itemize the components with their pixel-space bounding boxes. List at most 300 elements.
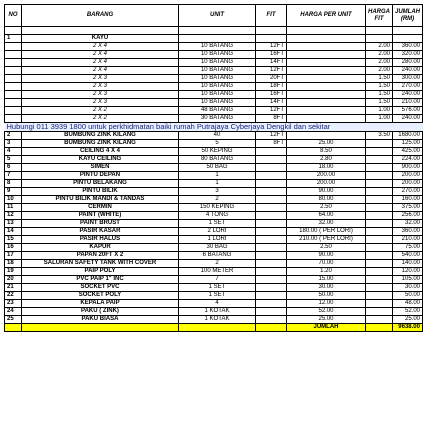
cell-no[interactable]: 8 [5,180,22,188]
cell-no[interactable] [5,99,22,107]
cell-fit[interactable]: 12FT [256,43,287,51]
table-row [5,228,423,236]
cell-jumlah[interactable]: 140.00 [393,260,423,268]
cell-jumlah[interactable]: 240.00 [393,115,423,123]
total-empty-cell[interactable] [256,324,287,332]
cell-barang[interactable]: KAYU CEILING [22,156,179,164]
table-row [5,99,423,107]
cell-barang[interactable]: CERMIN [22,204,179,212]
cell-harga-fit[interactable] [366,35,393,43]
cell-unit[interactable]: 2 [179,260,256,268]
cell-harga-per-unit[interactable]: 210.00 ( PER LORI) [287,236,366,244]
cell-unit[interactable]: 1 SET [179,292,256,300]
cell-harga-per-unit[interactable]: 50.00 [287,292,366,300]
cell-no[interactable] [5,51,22,59]
cell-harga-per-unit[interactable] [287,35,366,43]
cell-harga-fit[interactable]: 1.50 [366,99,393,107]
cell-harga-fit[interactable]: 3.50 [366,132,393,140]
cell-harga-per-unit[interactable]: 52.00 [287,308,366,316]
cell-barang[interactable]: PAINT BRUST [22,220,179,228]
table-row [5,260,423,268]
cell-fit[interactable]: 14FT [256,59,287,67]
cell-harga-per-unit[interactable]: 90.00 [287,252,366,260]
cell-unit[interactable]: 30 BAG [179,244,256,252]
cell-unit[interactable]: 10 BATANG [179,75,256,83]
cell-harga-per-unit[interactable] [287,67,366,75]
cell-unit[interactable]: 4 TONG [179,212,256,220]
spreadsheet [4,4,423,332]
cell-unit[interactable]: 4 [179,300,256,308]
cell-harga-fit[interactable] [366,148,393,156]
cell-no[interactable]: 3 [5,140,22,148]
cell-fit[interactable] [256,284,287,292]
cell-fit[interactable] [256,292,287,300]
cell-no[interactable]: 14 [5,228,22,236]
cell-barang[interactable]: 2 X 4 [22,43,179,51]
cell-barang[interactable]: PINTU BILIK [22,188,179,196]
table-row [5,83,423,91]
cell-harga-per-unit[interactable]: 2.50 [287,244,366,252]
cell-fit[interactable]: 12FT [256,107,287,115]
cell-fit[interactable] [256,300,287,308]
cell-jumlah[interactable]: 360.00 [393,43,423,51]
table-row [5,75,423,83]
table-row [5,59,423,67]
cell-harga-fit[interactable] [366,236,393,244]
cell-harga-per-unit[interactable]: 80.00 [287,196,366,204]
cell-barang[interactable]: KAPUR [22,244,179,252]
cell-jumlah[interactable]: 900.00 [393,164,423,172]
cell-harga-fit[interactable] [366,172,393,180]
contact-banner-row [5,123,423,132]
cell-unit[interactable]: 1 LORI [179,236,256,244]
cell-harga-fit[interactable] [366,252,393,260]
cell-barang[interactable]: BUMBUNG ZINK KILANG [22,132,179,140]
cell-harga-per-unit[interactable] [287,43,366,51]
cell-fit[interactable]: 18FT [256,83,287,91]
header-harga-per-unit[interactable]: HARGA PER UNIT [287,5,366,27]
cell-jumlah[interactable]: 160.00 [393,196,423,204]
cell-harga-fit[interactable]: 2.00 [366,67,393,75]
cell-harga-fit[interactable] [366,212,393,220]
cell-jumlah[interactable]: 270.00 [393,188,423,196]
cell-barang[interactable] [22,27,179,35]
cell-harga-fit[interactable]: 1.00 [366,115,393,123]
table-row [5,244,423,252]
cell-jumlah[interactable]: 280.00 [393,59,423,67]
cell-jumlah[interactable]: 75.00 [393,244,423,252]
cell-harga-per-unit[interactable]: 70.00 [287,260,366,268]
cell-unit[interactable]: 48 BATANG [179,107,256,115]
table-row [5,148,423,156]
total-empty-cell[interactable] [22,324,179,332]
cell-harga-fit[interactable] [366,276,393,284]
cell-barang[interactable]: PAINT (WHITE) [22,212,179,220]
cell-unit[interactable] [179,27,256,35]
cell-no[interactable]: 13 [5,220,22,228]
table-row [5,196,423,204]
cell-no[interactable]: 11 [5,204,22,212]
cell-barang[interactable]: KAYU [22,35,179,43]
cell-harga-per-unit[interactable]: 25.00 [287,140,366,148]
table-row [5,316,423,324]
cell-barang[interactable]: SOCKET POLY [22,292,179,300]
cell-barang[interactable]: SALURAN SAFETY TANK WITH COVER [22,260,179,268]
cell-fit[interactable] [256,148,287,156]
cell-unit[interactable]: 1 SET [179,220,256,228]
cell-jumlah[interactable]: 52.00 [393,308,423,316]
cell-harga-per-unit[interactable]: 1.20 [287,268,366,276]
cell-no[interactable]: 25 [5,316,22,324]
cell-unit[interactable]: 2 [179,196,256,204]
cell-fit[interactable] [256,252,287,260]
cell-barang[interactable]: 2 X 2 [22,115,179,123]
cell-harga-per-unit[interactable] [287,27,366,35]
cell-unit[interactable]: 10 BATANG [179,99,256,107]
cell-barang[interactable]: PAKU ( ZINK) [22,308,179,316]
cell-barang[interactable]: PASIR KASAR [22,228,179,236]
cell-jumlah[interactable]: 360.00 [393,228,423,236]
cell-no[interactable] [5,43,22,51]
cell-no[interactable]: 4 [5,148,22,156]
cell-harga-per-unit[interactable]: 15.00 [287,276,366,284]
cell-fit[interactable] [256,180,287,188]
cell-harga-fit[interactable] [366,27,393,35]
table-row [5,35,423,43]
cell-jumlah[interactable]: 210.00 [393,236,423,244]
cell-unit[interactable]: 10 BATANG [179,51,256,59]
cell-harga-fit[interactable] [366,220,393,228]
cell-barang[interactable]: PINTU BILIK MANDI & TANDAS [22,196,179,204]
cell-fit[interactable] [256,35,287,43]
cell-harga-fit[interactable] [366,300,393,308]
cell-harga-per-unit[interactable]: 2.80 [287,156,366,164]
cell-harga-per-unit[interactable] [287,59,366,67]
cell-jumlah[interactable]: 105.00 [393,276,423,284]
cell-harga-per-unit[interactable]: 90.00 [287,188,366,196]
table-row [5,284,423,292]
cell-harga-fit[interactable]: 1.50 [366,83,393,91]
header-jumlah[interactable]: JUMLAH (RM) [393,5,423,27]
cell-fit[interactable]: 16FT [256,91,287,99]
cell-barang[interactable]: PAPAN 20FT X 2 [22,252,179,260]
cell-unit[interactable]: 10 BATANG [179,83,256,91]
cell-jumlah[interactable]: 375.00 [393,204,423,212]
cell-harga-per-unit[interactable]: 180.00 ( PER LORI) [287,228,366,236]
cell-jumlah[interactable]: 200.00 [393,180,423,188]
table-row [5,67,423,75]
cell-jumlah[interactable] [393,27,423,35]
cell-harga-fit[interactable] [366,204,393,212]
cell-jumlah[interactable]: 240.00 [393,91,423,99]
cell-no[interactable] [5,83,22,91]
cell-barang[interactable]: PINTU BELAKANG [22,180,179,188]
table-row [5,27,423,35]
header-fit[interactable]: FIT [256,5,287,27]
cell-fit[interactable] [256,220,287,228]
cell-no[interactable]: 9 [5,188,22,196]
cell-harga-fit[interactable] [366,244,393,252]
cell-fit[interactable] [256,212,287,220]
cell-harga-per-unit[interactable]: 32.00 [287,220,366,228]
cell-jumlah[interactable]: 50.00 [393,292,423,300]
cell-unit[interactable]: 50 BAG [179,164,256,172]
cell-unit[interactable]: 100 METER [179,268,256,276]
cell-no[interactable]: 20 [5,276,22,284]
table-row [5,51,423,59]
cell-fit[interactable] [256,268,287,276]
cell-harga-fit[interactable]: 1.00 [366,107,393,115]
cell-fit[interactable] [256,164,287,172]
cell-harga-per-unit[interactable]: 30.00 [287,284,366,292]
cell-harga-per-unit[interactable]: 64.00 [287,212,366,220]
cell-harga-fit[interactable] [366,180,393,188]
cell-fit[interactable] [256,308,287,316]
cell-harga-per-unit[interactable] [287,99,366,107]
header-no[interactable]: NO [5,5,22,27]
cell-barang[interactable]: 2 X 3 [22,99,179,107]
cell-harga-fit[interactable] [366,228,393,236]
cell-barang[interactable]: 2 X 4 [22,59,179,67]
cell-unit[interactable]: 6 BATANG [179,252,256,260]
cell-unit[interactable]: 10 BATANG [179,59,256,67]
cell-harga-fit[interactable] [366,268,393,276]
cell-unit[interactable]: 1 [179,180,256,188]
cell-no[interactable]: 10 [5,196,22,204]
cell-fit[interactable] [256,276,287,284]
cell-no[interactable]: 2 [5,132,22,140]
total-empty-cell[interactable] [366,324,393,332]
cell-unit[interactable]: 1 SET [179,284,256,292]
cell-unit[interactable]: 5 [179,140,256,148]
cell-harga-fit[interactable] [366,196,393,204]
header-barang[interactable]: BARANG [22,5,179,27]
cell-jumlah[interactable]: 576.00 [393,107,423,115]
cell-harga-per-unit[interactable]: 200.00 [287,172,366,180]
cell-barang[interactable]: 2 X 2 [22,107,179,115]
cell-unit[interactable]: 7 [179,276,256,284]
total-row [5,324,423,332]
cell-no[interactable] [5,59,22,67]
table-row [5,204,423,212]
table-row [5,268,423,276]
cell-fit[interactable] [256,196,287,204]
cell-no[interactable] [5,27,22,35]
cell-jumlah[interactable]: 32.00 [393,220,423,228]
cell-jumlah[interactable]: 25.00 [393,316,423,324]
cell-barang[interactable]: CEILING 4 X 4 [22,148,179,156]
header-row [5,5,423,27]
cell-barang[interactable]: SIMEN [22,164,179,172]
cell-unit[interactable]: 10 BATANG [179,67,256,75]
price-table [4,4,423,332]
cell-unit[interactable]: 1 [179,172,256,180]
cell-fit[interactable] [256,244,287,252]
cell-unit[interactable]: 30 BATANG [179,115,256,123]
cell-no[interactable] [5,91,22,99]
cell-fit[interactable]: 12FT [256,132,287,140]
cell-barang[interactable]: PASIR HALUS [22,236,179,244]
cell-jumlah[interactable]: 256.00 [393,212,423,220]
cell-harga-fit[interactable] [366,164,393,172]
table-row [5,292,423,300]
table-row [5,220,423,228]
cell-jumlah[interactable]: 320.00 [393,51,423,59]
cell-harga-fit[interactable]: 2.00 [366,59,393,67]
table-row [5,308,423,316]
cell-barang[interactable]: BUMBUNG ZINK KILANG [22,140,179,148]
contact-banner: Hubungi 011 3939 1800 untuk perkhidmatan baiki rumah Putrajaya Cyberjaya Dengkil dan sekitar [5,123,423,132]
cell-harga-per-unit[interactable]: 200.00 [287,180,366,188]
cell-barang[interactable]: 2 X 4 [22,51,179,59]
cell-harga-per-unit[interactable]: 8.50 [287,148,366,156]
cell-barang[interactable]: 2 X 3 [22,91,179,99]
cell-harga-per-unit[interactable]: 18.00 [287,164,366,172]
cell-barang[interactable]: SOCKET PVC [22,284,179,292]
cell-jumlah[interactable]: 120.00 [393,268,423,276]
total-value[interactable]: 9638.00 [393,324,423,332]
cell-unit[interactable]: 10 BATANG [179,91,256,99]
cell-unit[interactable]: 50 KEPING [179,148,256,156]
cell-jumlah[interactable]: 30.00 [393,284,423,292]
cell-no[interactable]: 5 [5,156,22,164]
cell-barang[interactable]: KEPALA PAIP [22,300,179,308]
cell-harga-fit[interactable]: 1.50 [366,91,393,99]
cell-no[interactable]: 6 [5,164,22,172]
cell-no[interactable]: 19 [5,268,22,276]
header-harga-fit[interactable]: HARGA FIT [366,5,393,27]
cell-jumlah[interactable]: 200.00 [393,172,423,180]
cell-harga-fit[interactable] [366,284,393,292]
cell-harga-fit[interactable]: 2.00 [366,43,393,51]
cell-jumlah[interactable]: 300.00 [393,75,423,83]
table-row [5,180,423,188]
table-row [5,43,423,51]
cell-fit[interactable] [256,172,287,180]
table-row [5,156,423,164]
cell-jumlah[interactable]: 240.00 [393,67,423,75]
cell-unit[interactable] [179,35,256,43]
cell-no[interactable]: 16 [5,244,22,252]
cell-unit[interactable]: 2 LORI [179,228,256,236]
cell-harga-per-unit[interactable] [287,132,366,140]
table-row [5,164,423,172]
cell-fit[interactable]: 12FT [256,67,287,75]
cell-harga-per-unit[interactable] [287,107,366,115]
header-unit[interactable]: UNIT [179,5,256,27]
cell-unit[interactable]: 40 [179,132,256,140]
cell-unit[interactable]: 80 BATANG [179,156,256,164]
cell-harga-per-unit[interactable]: 2.50 [287,204,366,212]
cell-harga-fit[interactable] [366,308,393,316]
total-label[interactable]: JUMLAH [287,324,366,332]
cell-harga-per-unit[interactable] [287,83,366,91]
cell-fit[interactable] [256,204,287,212]
cell-barang[interactable]: PAIP POLY [22,268,179,276]
cell-jumlah[interactable]: 125.00 [393,140,423,148]
cell-jumlah[interactable]: 270.00 [393,83,423,91]
cell-barang[interactable]: PAKU BIASA [22,316,179,324]
cell-fit[interactable]: 20FT [256,75,287,83]
table-row [5,276,423,284]
cell-unit[interactable]: 150 KEPING [179,204,256,212]
cell-harga-fit[interactable] [366,292,393,300]
cell-no[interactable] [5,75,22,83]
cell-fit[interactable] [256,228,287,236]
cell-harga-fit[interactable] [366,156,393,164]
cell-harga-per-unit[interactable] [287,75,366,83]
cell-harga-fit[interactable] [366,188,393,196]
cell-no[interactable]: 1 [5,35,22,43]
cell-no[interactable]: 17 [5,252,22,260]
table-row [5,172,423,180]
cell-jumlah[interactable]: 1680.00 [393,132,423,140]
cell-harga-fit[interactable]: 2.00 [366,51,393,59]
cell-unit[interactable]: 10 BATANG [179,43,256,51]
cell-fit[interactable] [256,188,287,196]
cell-fit[interactable]: 16FT [256,51,287,59]
cell-jumlah[interactable]: 210.00 [393,99,423,107]
table-row [5,252,423,260]
cell-no[interactable]: 7 [5,172,22,180]
cell-unit[interactable]: 1 KOTAK [179,316,256,324]
cell-barang[interactable]: PVC PAIP 1" INC [22,276,179,284]
cell-jumlah[interactable]: 425.00 [393,148,423,156]
cell-harga-per-unit[interactable]: 25.00 [287,316,366,324]
table-row [5,140,423,148]
cell-barang[interactable]: 2 X 3 [22,75,179,83]
cell-unit[interactable]: 1 KOTAK [179,308,256,316]
cell-fit[interactable] [256,27,287,35]
cell-jumlah[interactable]: 48.00 [393,300,423,308]
cell-fit[interactable]: 14FT [256,99,287,107]
table-row [5,107,423,115]
table-row [5,236,423,244]
cell-fit[interactable] [256,260,287,268]
cell-no[interactable]: 12 [5,212,22,220]
cell-fit[interactable] [256,316,287,324]
cell-no[interactable] [5,67,22,75]
cell-fit[interactable]: 8FT [256,140,287,148]
cell-no[interactable]: 22 [5,292,22,300]
cell-barang[interactable]: 2 X 3 [22,83,179,91]
cell-no[interactable]: 21 [5,284,22,292]
cell-no[interactable]: 15 [5,236,22,244]
cell-fit[interactable] [256,156,287,164]
cell-harga-fit[interactable] [366,316,393,324]
cell-harga-fit[interactable] [366,260,393,268]
cell-no[interactable]: 18 [5,260,22,268]
total-empty-cell[interactable] [5,324,22,332]
cell-barang[interactable]: 2 X 4 [22,67,179,75]
cell-harga-per-unit[interactable] [287,91,366,99]
cell-no[interactable] [5,107,22,115]
cell-jumlah[interactable]: 540.00 [393,252,423,260]
cell-jumlah[interactable] [393,35,423,43]
cell-jumlah[interactable]: 224.00 [393,156,423,164]
cell-harga-fit[interactable]: 1.50 [366,75,393,83]
cell-unit[interactable]: 3 [179,188,256,196]
cell-harga-fit[interactable] [366,140,393,148]
cell-fit[interactable] [256,236,287,244]
cell-fit[interactable]: 8FT [256,115,287,123]
cell-harga-per-unit[interactable]: 12.00 [287,300,366,308]
total-empty-cell[interactable] [179,324,256,332]
cell-harga-per-unit[interactable] [287,51,366,59]
cell-no[interactable]: 24 [5,308,22,316]
cell-no[interactable]: 23 [5,300,22,308]
cell-barang[interactable]: PINTU DEPAN [22,172,179,180]
